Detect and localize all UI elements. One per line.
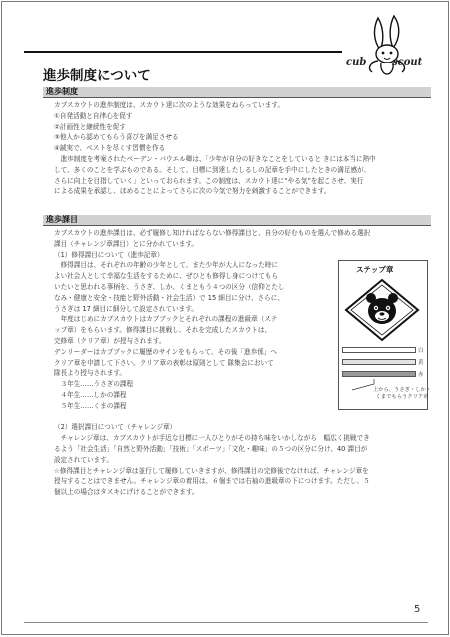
header-rule [24, 51, 342, 53]
body-line [54, 412, 370, 423]
body-line: 隊長より授与されます。 [54, 369, 127, 378]
body-line: による成果を承認し、ほめることによってさらに次の今気で努力を刺激することができます。 [54, 187, 331, 196]
body-line: なみ・健康と安全・技能と野外活動・社会生活）で 15 細目に分け、さらに、 [54, 293, 284, 302]
body-line: 授与することはできません。チャレンジ章の着用は、６個までは右袖の進級章の下につけます。ただし、５ [54, 477, 370, 486]
page-title: 進歩制度について [43, 68, 151, 84]
clear-badge-bar-yellow [342, 359, 416, 365]
bar-label-white: 白 [418, 348, 424, 354]
body-line: 年度はじめにカブスカウトはカブブックとそれぞれの課程の進級章（ステ [54, 315, 278, 324]
step-badge-caption [372, 387, 432, 401]
body-line: （1）修得課目について（進歩記章） [54, 250, 164, 259]
body-line: 設定されています。 [54, 455, 113, 464]
body-line: カブスカウトの進歩課目は、必ず履修し知ければならない修得課目と、自分の好むものを選んで修める選択 [54, 229, 371, 237]
body-line: （2）選択課目について（チャレンジ章） [54, 423, 177, 432]
body-line: チャレンジ章は、カブスカウトが手近な目標に一人ひとりがその持ち味をいかしながら 幅広く挑戦でき [54, 434, 370, 443]
body-line: ②計画性と継続性を促す [54, 122, 126, 131]
body-line: 完修章（クリア章）が授与されます。 [54, 336, 166, 345]
cub-scout-rabbit-logo-icon [340, 14, 432, 84]
bear-badge-icon [342, 278, 422, 342]
section-heading: 進歩制度 [46, 87, 78, 96]
body-line: ４年生……しかの課程 [54, 390, 127, 399]
caption-line: くまでもらうクリア章 [375, 394, 429, 400]
body-line: 課目（チャレンジ章課目）とに分かれています。 [54, 239, 199, 248]
body-line: 修得課目は、それぞれの年齢の少年として、また少年が大人になった時に [54, 261, 279, 270]
body-line: クリア章を申請して下さい。クリア章の表彰は原則として 隊集会において [54, 358, 274, 367]
body-line: さらに向上を目指していく」といっておられます。この制度は、スカウト達に“やる気”を起こさせ、実行 [54, 176, 364, 185]
body-line: いたいと思われる事柄を、うさぎ、しか、くまともう４つの区分（信仰とたし [54, 282, 285, 291]
body-line: よい社会人として幸福な生活をするために、ぜひとも修得し身につけてもら [54, 272, 279, 281]
logo-text-left: cub [346, 57, 367, 68]
body-line: ５年生……くまの課程 [54, 401, 127, 410]
body-line: ☆修得課目とチャレンジ章は並行して履修していきますが、修得課目の完修後でなければ、チャレンジ章を [54, 466, 369, 475]
clear-badge-bar-white [342, 347, 416, 353]
body-line: して、多くのことを学ぶものである。そして、目標に到達したしるしの記章を手中にしたときの満足感が、 [54, 165, 371, 174]
clear-badge-bar-red [342, 371, 416, 377]
page-number: 5 [414, 604, 421, 615]
body-line: ④誠実で、ベストを尽くす習慣を作る [54, 144, 166, 153]
step-badge-title: ステップ章 [356, 265, 394, 274]
body-line: るよう「社会生活」「自然と野外活動」「技術」「スポーツ」「文化・趣味」の５つの区分に分け、40 課目が [54, 444, 368, 453]
body-line: 個以上の場合はタスキにげけることができます。 [54, 488, 199, 497]
body-line: カブスカウトの進歩制度は、スカウト達に次のような効果をねらっています。 [54, 101, 284, 109]
page [1, 1, 449, 635]
body-line: ③他人から認めてもらう喜びを満足させる [54, 133, 179, 142]
bar-label-red: 赤 [418, 372, 424, 378]
body-line: うさぎは 17 細目に細分して設定されています。 [54, 304, 198, 313]
section-bar-progress-system [43, 87, 431, 98]
logo-text-right: scout [392, 57, 423, 68]
body-line: 進歩制度を考案されたベーデン・パウエル卿は、「少年が自分の好きなことをしていると きには本当に熱中 [54, 154, 376, 163]
caption-line: 上から、うさぎ・しか・ [372, 387, 432, 393]
section-heading: 進歩課目 [46, 215, 78, 224]
body-line: ３年生……うさぎの課程 [54, 380, 134, 389]
section-body-progress-subjects-intro [54, 228, 370, 498]
body-line: ①自発活動と自律心を促す [54, 111, 133, 120]
bar-label-yellow: 黄 [418, 360, 424, 366]
section-bar-progress-subjects [43, 215, 431, 226]
body-line: デンリーダーはカブブックに履歴のサインをもらって、その後「進歩係」へ [54, 347, 277, 356]
body-line: ップ章）をもらいます。修得課目に挑戦し、それを完成したスカウトは、 [54, 326, 272, 335]
footer-rule [24, 622, 428, 623]
section-body-progress-system [54, 100, 376, 197]
